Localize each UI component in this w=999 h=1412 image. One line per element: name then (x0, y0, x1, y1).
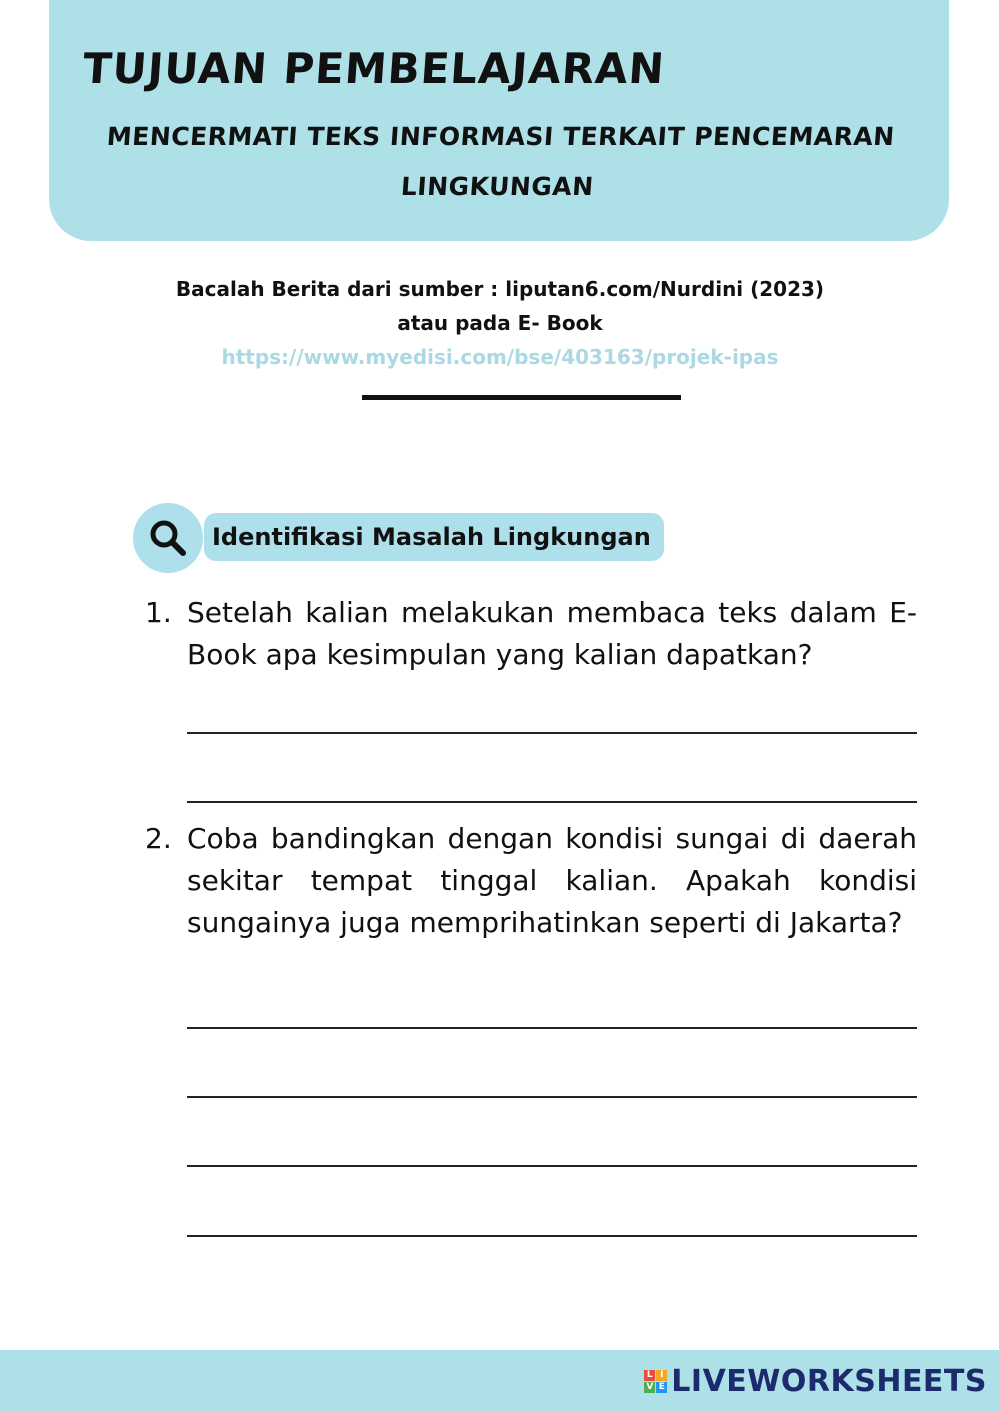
answer-line-2c[interactable] (187, 1165, 917, 1167)
question-2 (145, 818, 917, 944)
footer-bar (0, 1350, 999, 1412)
header-banner (49, 0, 949, 241)
logo-letter: I (656, 1370, 667, 1381)
question-number: 2. (145, 822, 172, 855)
liveworksheets-brand[interactable] (644, 1350, 987, 1412)
answer-line-2b[interactable] (187, 1096, 917, 1098)
logo-letter: E (656, 1382, 667, 1393)
question-text: Coba bandingkan dengan kondisi sungai di daerah sekitar tempat tinggal kalian. Apakah kondisi sungainya juga memprihatinkan seperti di Jakarta? (187, 822, 917, 939)
section-icon-badge (133, 503, 203, 573)
section-heading-label: Identifikasi Masalah Lingkungan (212, 523, 651, 551)
logo-letter: L (644, 1370, 655, 1381)
search-icon (148, 518, 188, 558)
question-1 (145, 592, 917, 676)
page-subtitle: MENCERMATI TEKS INFORMASI TERKAIT PENCEMARAN LINGKUNGAN (105, 122, 896, 201)
answer-line-2a[interactable] (187, 1027, 917, 1029)
source-info (100, 272, 900, 374)
liveworksheets-logo-icon (644, 1370, 667, 1393)
answer-line-2d[interactable] (187, 1235, 917, 1237)
question-number: 1. (145, 596, 172, 629)
section-heading (204, 513, 664, 561)
logo-letter: V (644, 1382, 655, 1393)
question-text: Setelah kalian melakukan membaca teks dalam E-Book apa kesimpulan yang kalian dapatkan? (187, 596, 917, 671)
ebook-link[interactable]: https://www.myedisi.com/bse/403163/projek-ipas (221, 345, 779, 369)
answer-line-1b[interactable] (187, 801, 917, 803)
answer-line-1a[interactable] (187, 732, 917, 734)
source-ebook-line: atau pada E- Book (397, 311, 603, 335)
brand-name: LIVEWORKSHEETS (671, 1363, 987, 1399)
divider (362, 395, 681, 400)
source-line: Bacalah Berita dari sumber : liputan6.com/Nurdini (2023) (175, 277, 825, 301)
page-title: TUJUAN PEMBELAJARAN (81, 44, 667, 93)
